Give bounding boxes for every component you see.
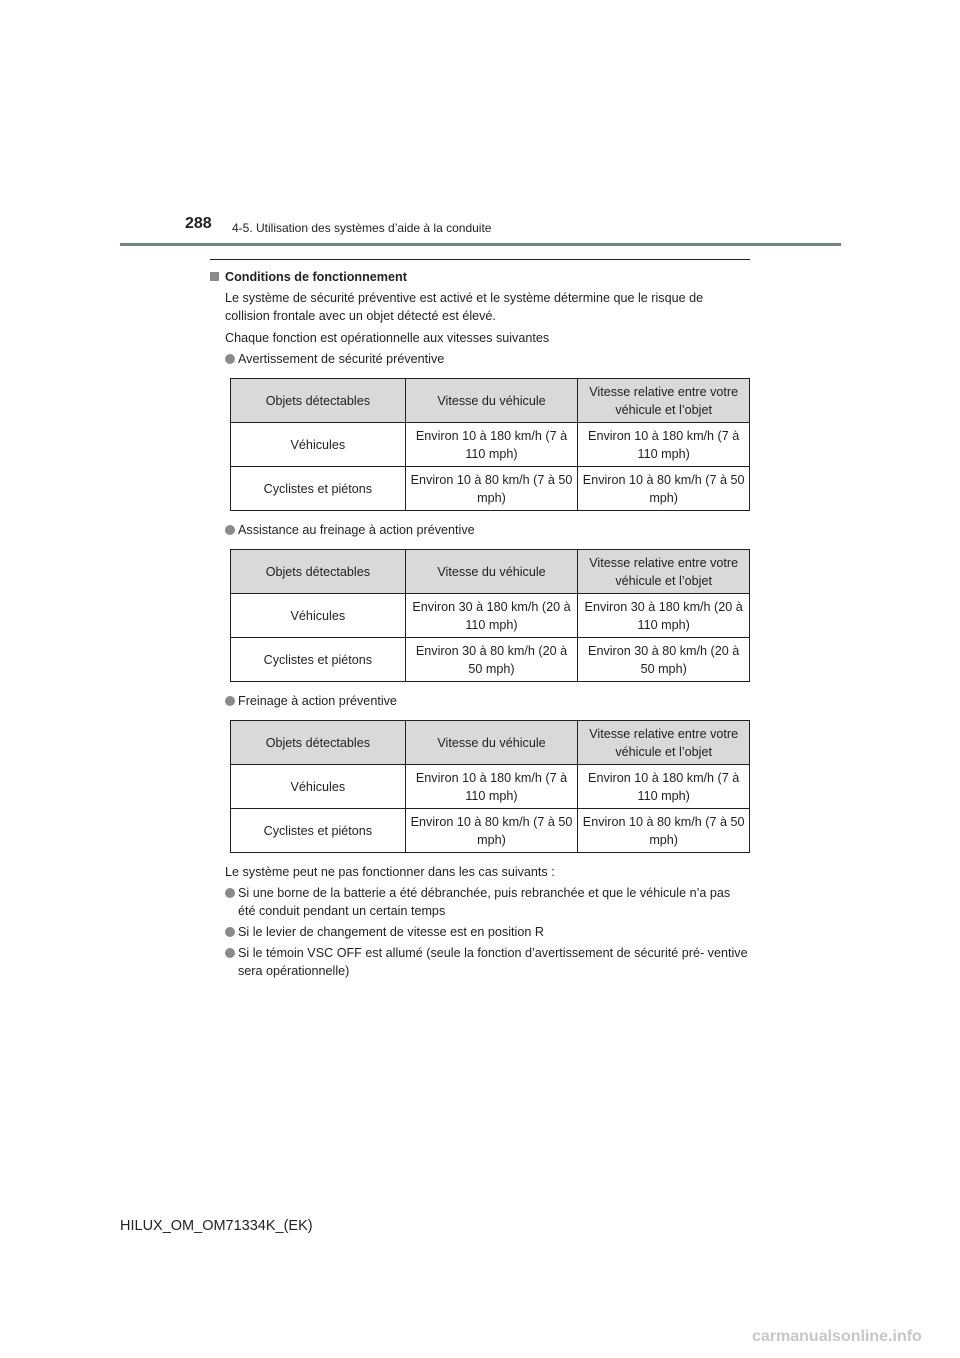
header-divider xyxy=(120,243,841,246)
table-cell: Environ 30 à 180 km/h (20 à 110 mph) xyxy=(578,594,750,638)
table-row xyxy=(231,638,750,682)
table-title-warning xyxy=(210,350,750,368)
limitation-item xyxy=(210,944,750,980)
table-title-text: Assistance au freinage à action préventive xyxy=(238,523,475,537)
intro-paragraph: Le système de sécurité préventive est activé et le système détermine que le risque de collision frontale avec un objet détecté est élevé. xyxy=(225,291,704,323)
header-cell: Vitesse du véhicule xyxy=(405,379,578,423)
circle-bullet-icon xyxy=(225,354,235,364)
limitation-text: Si le levier de changement de vitesse est en position R xyxy=(238,925,544,939)
header-cell: Objets détectables xyxy=(231,721,406,765)
table-header-row xyxy=(231,550,750,594)
table-cell: Environ 30 à 80 km/h (20 à 50 mph) xyxy=(405,638,578,682)
table-cell: Environ 10 à 180 km/h (7 à 110 mph) xyxy=(578,423,750,467)
table-title-text: Freinage à action préventive xyxy=(238,694,397,708)
limitations-intro: Le système peut ne pas fonctionner dans les cas suivants : xyxy=(225,865,555,879)
page-content xyxy=(210,268,750,980)
header-cell: Vitesse du véhicule xyxy=(405,550,578,594)
header-cell: Vitesse relative entre votre véhicule et l’objet xyxy=(578,379,750,423)
content-divider xyxy=(210,259,750,260)
table-cell: Cyclistes et piétons xyxy=(231,467,406,511)
header-cell: Objets détectables xyxy=(231,379,406,423)
circle-bullet-icon xyxy=(225,927,235,937)
table-title-brake-assist xyxy=(210,521,750,539)
section-title: 4-5. Utilisation des systèmes d’aide à la conduite xyxy=(232,221,492,235)
circle-bullet-icon xyxy=(225,696,235,706)
header-cell: Vitesse relative entre votre véhicule et l’objet xyxy=(578,550,750,594)
table-cell: Environ 10 à 180 km/h (7 à 110 mph) xyxy=(405,765,578,809)
table-cell: Cyclistes et piétons xyxy=(231,809,406,853)
table-cell: Environ 10 à 80 km/h (7 à 50 mph) xyxy=(405,809,578,853)
circle-bullet-icon xyxy=(225,948,235,958)
table-row xyxy=(231,423,750,467)
table-row xyxy=(231,809,750,853)
header-cell: Objets détectables xyxy=(231,550,406,594)
section-heading xyxy=(210,268,750,286)
table-cell: Cyclistes et piétons xyxy=(231,638,406,682)
speed-table-warning xyxy=(230,378,750,511)
table-title-braking xyxy=(210,692,750,710)
table-cell: Véhicules xyxy=(231,765,406,809)
table-cell: Environ 10 à 180 km/h (7 à 110 mph) xyxy=(405,423,578,467)
limitation-text: Si une borne de la batterie a été débranchée, puis rebranchée et que le véhicule n’a pas été conduit pendant un certain temps xyxy=(238,886,731,918)
table-cell: Environ 10 à 180 km/h (7 à 110 mph) xyxy=(578,765,750,809)
table-cell: Véhicules xyxy=(231,594,406,638)
table-header-row xyxy=(231,379,750,423)
table-row xyxy=(231,467,750,511)
document-code: HILUX_OM_OM71334K_(EK) xyxy=(120,1218,313,1234)
square-bullet-icon xyxy=(210,272,219,281)
speeds-intro: Chaque fonction est opérationnelle aux vitesses suivantes xyxy=(225,331,550,345)
table-cell: Véhicules xyxy=(231,423,406,467)
section-heading-text: Conditions de fonctionnement xyxy=(225,270,407,284)
limitation-text: Si le témoin VSC OFF est allumé (seule la fonction d’avertissement de sécurité pré- ventive sera opérationnelle) xyxy=(238,946,748,978)
table-cell: Environ 10 à 80 km/h (7 à 50 mph) xyxy=(405,467,578,511)
limitation-item xyxy=(210,884,750,920)
limitation-item xyxy=(210,923,750,941)
header-cell: Vitesse relative entre votre véhicule et l’objet xyxy=(578,721,750,765)
table-row xyxy=(231,594,750,638)
page-number: 288 xyxy=(185,215,212,232)
table-header-row xyxy=(231,721,750,765)
table-cell: Environ 10 à 80 km/h (7 à 50 mph) xyxy=(578,467,750,511)
table-cell: Environ 30 à 180 km/h (20 à 110 mph) xyxy=(405,594,578,638)
speed-table-braking xyxy=(230,720,750,853)
table-cell: Environ 30 à 80 km/h (20 à 50 mph) xyxy=(578,638,750,682)
circle-bullet-icon xyxy=(225,525,235,535)
watermark: carmanualsonline.info xyxy=(752,1328,922,1345)
table-row xyxy=(231,765,750,809)
circle-bullet-icon xyxy=(225,888,235,898)
speed-table-brake-assist xyxy=(230,549,750,682)
table-title-text: Avertissement de sécurité préventive xyxy=(238,352,445,366)
header-cell: Vitesse du véhicule xyxy=(405,721,578,765)
table-cell: Environ 10 à 80 km/h (7 à 50 mph) xyxy=(578,809,750,853)
